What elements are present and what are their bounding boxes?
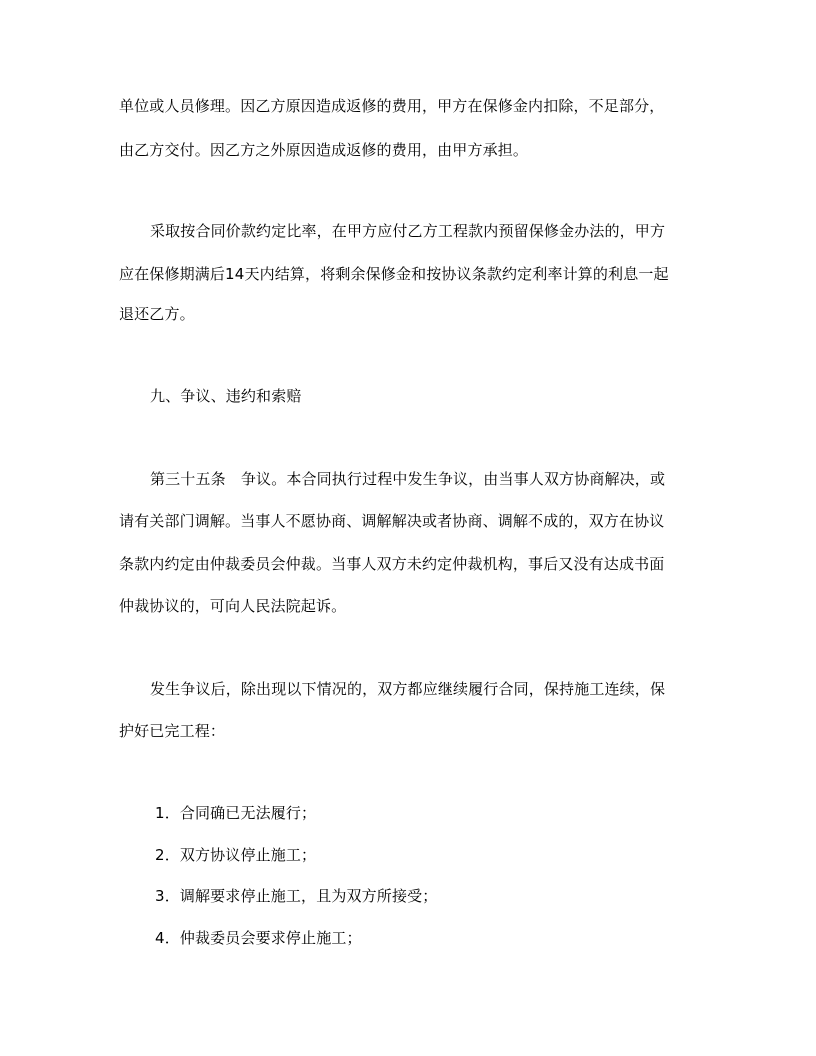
paragraph-line: 条款内约定由仲裁委员会仲裁。当事人双方未约定仲裁机构，事后又没有达成书面 [119,555,665,573]
paragraph-line: 退还乙方。 [119,305,195,323]
paragraph-line: 发生争议后，除出现以下情况的，双方都应继续履行合同，保持施工连续，保 [150,680,666,698]
list-item: 3．调解要求停止施工，且为双方所接受； [155,887,438,905]
paragraph-line: 采取按合同价款约定比率，在甲方应付乙方工程款内预留保修金办法的，甲方 [150,222,666,240]
paragraph-line: 仲裁协议的，可向人民法院起诉。 [119,597,347,615]
paragraph-line: 由乙方交付。因乙方之外原因造成返修的费用，由甲方承担。 [119,141,529,159]
list-item: 1．合同确已无法履行； [155,804,317,822]
list-item: 2．双方协议停止施工； [155,846,317,864]
section-heading: 九、争议、违约和索赔 [150,387,302,405]
paragraph-line: 应在保修期满后14天内结算，将剩余保修金和按协议条款约定利率计算的利息一起 [119,265,669,283]
list-item: 4．仲裁委员会要求停止施工； [155,929,362,947]
paragraph-line: 单位或人员修理。因乙方原因造成返修的费用，甲方在保修金内扣除，不足部分， [119,97,665,115]
paragraph-line: 护好已完工程： [119,722,226,740]
paragraph-line: 第三十五条 争议。本合同执行过程中发生争议，由当事人双方协商解决，或 [150,470,666,488]
paragraph-line: 请有关部门调解。当事人不愿协商、调解解决或者协商、调解不成的，双方在协议 [119,512,665,530]
